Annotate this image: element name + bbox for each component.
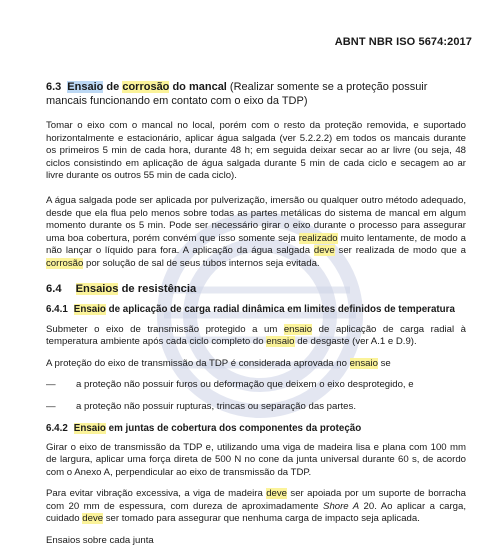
text: de aplicação de carga radial à temperatura ambiente após cada ciclo completo do [46, 323, 466, 348]
highlight-text: ensaio [283, 323, 313, 335]
highlight-text: deve [82, 513, 104, 525]
text: Submeter o eixo de transmissão protegido a um [46, 323, 284, 335]
section-heading-6-4-1 [46, 304, 466, 315]
text: se [377, 357, 391, 369]
text: 20. Ao aplicar a carga, cuidado [46, 500, 466, 525]
section-number: 6.4.2 [46, 422, 68, 434]
section-number: 6.3 [46, 81, 62, 93]
highlight-text: deve [313, 245, 335, 257]
text: A água salgada pode ser aplicada por pulverização, imersão ou qualquer outro método adequado, desde que ela flua pelo menos sobre todas as partes metálicas do sistema de mancal em algum momento durante os 5 min. Pode ser necessário girar o eixo durante o processo para assegurar uma boa cobertura, porém convém que isso somente seja [46, 194, 466, 244]
text: ser realizada de modo que a [334, 245, 466, 257]
highlight-text: Ensaio [73, 303, 106, 315]
dash-marker: — [46, 379, 56, 391]
standard-code: ABNT NBR ISO 5674:2017 [334, 36, 472, 48]
heading-text: do mancal [169, 81, 227, 93]
document-body [46, 80, 467, 547]
text: Para evitar vibração excessiva, a viga de madeira [46, 488, 267, 500]
paragraph [46, 324, 466, 349]
highlight-text: Ensaio [73, 422, 106, 434]
text: ser apoiada por um suporte de borracha com 20 mm de espessura, com dureza de aproximadamente [46, 488, 467, 512]
paragraph [46, 358, 466, 371]
section-number: 6.4.1 [46, 303, 68, 315]
highlight-text: corrosão [46, 257, 84, 269]
section-number: 6.4 [46, 282, 62, 295]
list-item [46, 379, 466, 392]
highlight-text: Ensaios [75, 282, 119, 295]
heading-text: de [103, 81, 123, 93]
paragraph [46, 195, 466, 271]
paragraph: Girar o eixo de transmissão da TDP e, utilizando uma viga de madeira lisa e plana com 100 mm de largura, aplicar uma força direta de 500 N no cone da junta universal durante 60 s, de acordo com o Anexo A, perpendicular ao eixo de transmissão da TDP. [46, 441, 466, 478]
paragraph: Tomar o eixo com o mancal no local, porém com o resto da proteção removida, e suportado horizontalmente e estacionário, aplicar água salgada (ver 5.2.2.2) em todos os mancais durante os primeiros 5 min de cada hora, durante 48 h; em seguida deixar secar ao ar livre (ou seja, 48 ciclos consistindo em aplicação de água salgada durante 5 min de cada ciclo e secagem ao ar livre durante os outros 55 min de cada ciclo). [46, 120, 466, 182]
list-item-text: a proteção não possuir rupturas, trincas ou separação das partes. [76, 400, 356, 412]
section-heading-6-4 [46, 283, 466, 295]
heading-text: de resistência [118, 282, 197, 295]
highlight-text: ensaio [349, 357, 378, 369]
heading-text: em juntas de cobertura dos componentes da proteção [105, 422, 362, 434]
text: por solução de sal de seus tubos internos seja evitada. [83, 257, 320, 269]
section-heading-6-4-2 [46, 423, 466, 434]
highlight-text: corrosão [122, 81, 170, 93]
text: A proteção do eixo de transmissão da TDP é considerada aprovada no [46, 357, 350, 369]
highlight-text: deve [266, 488, 288, 500]
cut-off-line: Ensaios sobre cada junta [46, 535, 154, 547]
text: de desgaste (ver A.1 e D.9). [294, 336, 417, 348]
italic-text: Shore A [323, 500, 360, 512]
section-heading-6-3 [46, 80, 466, 108]
text: muito lentamente, de modo a não lançar o líquido para fora. A aplicação da água salgada [46, 232, 466, 257]
highlight-text: ensaio [266, 336, 295, 348]
heading-note: (Realizar somente se a proteção possuir mancais funcionando em contato com o eixo da TDP) [46, 81, 428, 107]
highlight-text: realizado [298, 232, 338, 244]
heading-text: de aplicação de carga radial dinâmica em limites definidos de temperatura [105, 303, 455, 315]
text: ser tomado para assegurar que nenhuma carga de impacto seja aplicada. [103, 513, 420, 525]
paragraph [46, 488, 466, 526]
list-item-text: a proteção não possuir furos ou deformação que deixem o eixo desprotegido, e [76, 379, 414, 391]
highlight-text: Ensaio [67, 81, 104, 93]
dash-marker: — [46, 400, 56, 412]
list-item [46, 401, 466, 414]
